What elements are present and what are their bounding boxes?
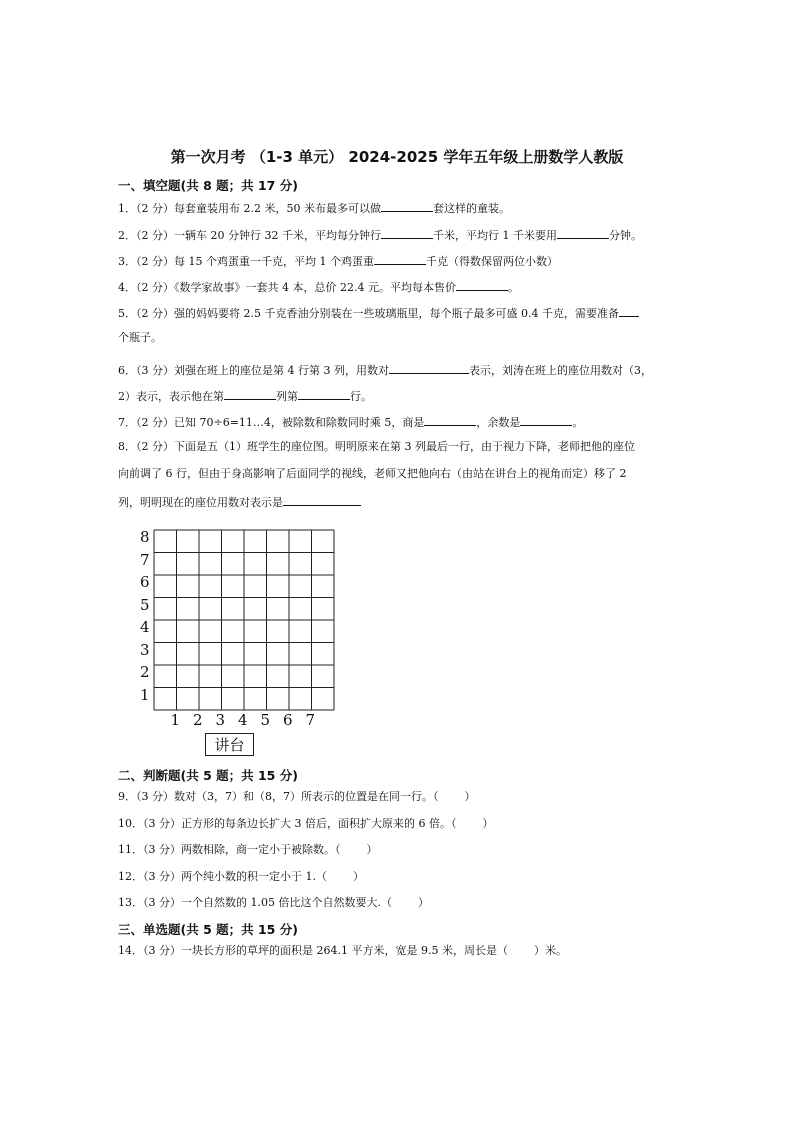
question-1	[118, 200, 510, 216]
q2-answer-blank-2[interactable]	[557, 227, 609, 239]
q1-answer-blank[interactable]	[381, 200, 433, 212]
podium-label: 讲台	[205, 733, 254, 756]
grid-row-label: 8	[140, 528, 150, 546]
q6-answer-blank-1[interactable]	[389, 362, 469, 374]
q8-answer-blank[interactable]	[283, 494, 361, 506]
q1-text-b: 套这样的童装。	[432, 202, 510, 215]
section-judge-heading: 二、判断题(共 5 题；共 15 分)	[118, 768, 298, 783]
question-8-line-1	[118, 440, 635, 454]
q12-text-a: 12．（3 分）两个纯小数的积一定小于 1.（	[118, 870, 327, 883]
q11-text-b: ）	[366, 843, 378, 856]
q2-text-c: 分钟。	[608, 229, 642, 242]
grid-col-label: 2	[193, 711, 203, 729]
question-5-line-2	[118, 331, 162, 345]
question-5-line-1	[118, 305, 639, 321]
question-2	[118, 227, 642, 243]
q13-text-b: ）	[417, 896, 429, 909]
question-14	[118, 944, 567, 958]
section-fill-heading: 一、填空题(共 8 题；共 17 分)	[118, 178, 298, 193]
q4-text-b: 。	[507, 281, 519, 294]
grid-row-label: 4	[140, 618, 150, 636]
q1-text-a: 1．（2 分）每套童装用布 2.2 米，50 米布最多可以做	[118, 202, 381, 215]
q2-text-a: 2．（2 分）一辆车 20 分钟行 32 千米，平均每分钟行	[118, 229, 381, 242]
q5-answer-blank[interactable]	[619, 305, 639, 317]
grid-row-label: 7	[140, 550, 150, 569]
question-8-line-2	[118, 467, 626, 481]
grid-col-label: 7	[305, 711, 316, 729]
q6-text-a: 6．（3 分）刘强在班上的座位是第 4 行第 3 列，用数对	[118, 364, 389, 377]
question-13	[118, 896, 429, 910]
question-12	[118, 870, 364, 884]
q7-text-a: 7．（2 分）已知 70÷6=11…4，被除数和除数同时乘 5，商是	[118, 416, 425, 429]
question-3	[118, 253, 558, 269]
page-title: 第一次月考 （1-3 单元） 2024-2025 学年五年级上册数学人教版	[170, 148, 624, 166]
grid-row-label: 6	[140, 573, 150, 591]
q11-text-a: 11．（3 分）两数相除，商一定小于被除数。（	[118, 843, 341, 856]
q7-text-b: ，余数是	[476, 416, 521, 429]
q7-answer-blank-2[interactable]	[520, 414, 572, 426]
q12-text-b: ）	[352, 870, 364, 883]
question-10	[118, 817, 493, 831]
question-6-line-2	[118, 388, 372, 404]
q6-text-b: 表示，刘涛在班上的座位用数对（3，	[468, 364, 652, 377]
q8-text-a: 8．（2 分）下面是五（1）班学生的座位图。明明原来在第 3 列最后一行，由于视力下降，老师把他的座位	[118, 440, 635, 453]
q14-text-a: 14．（3 分）一块长方形的草坪的面积是 264.1 平方米，宽是 9.5 米，周长是（	[118, 944, 508, 957]
q10-text-a: 10．（3 分）正方形的每条边长扩大 3 倍后，面积扩大原来的 6 倍。（	[118, 817, 457, 830]
q9-text-a: 9．（3 分）数对（3，7）和（8，7）所表示的位置是在同一行。（	[118, 790, 439, 803]
question-9	[118, 790, 476, 804]
grid-col-label: 4	[238, 711, 248, 729]
q6-text-d: 列第	[276, 390, 298, 403]
question-8-line-3	[118, 494, 361, 510]
q9-text-b: ）	[464, 790, 476, 803]
q5-text-b: 个瓶子。	[118, 331, 162, 344]
q2-text-b: 千米，平均行 1 千米要用	[432, 229, 557, 242]
question-6-line-1	[118, 362, 652, 378]
q6-answer-blank-3[interactable]	[298, 388, 350, 400]
q13-text-a: 13．（3 分）一个自然数的 1.05 倍比这个自然数要大.（	[118, 896, 392, 909]
grid-col-label: 1	[170, 711, 181, 729]
seating-grid	[138, 522, 338, 712]
q4-answer-blank[interactable]	[456, 279, 508, 291]
grid-row-label: 1	[140, 685, 150, 704]
q2-answer-blank-1[interactable]	[381, 227, 433, 239]
grid-col-label: 6	[283, 711, 293, 729]
question-11	[118, 843, 378, 857]
grid-row-label: 2	[140, 663, 150, 681]
q8-text-c: 列，明明现在的座位用数对表示是	[118, 496, 283, 509]
grid-row-label: 5	[140, 595, 150, 614]
q8-text-b: 向前调了 6 行，但由于身高影响了后面同学的视线，老师又把他向右（由站在讲台上的视角而定）移了 2	[118, 467, 627, 480]
grid-col-label: 3	[215, 711, 226, 729]
q3-text-b: 千克（得数保留两位小数）	[425, 255, 558, 268]
q6-text-e: 行。	[350, 390, 372, 403]
grid-row-label: 3	[140, 640, 150, 659]
q5-text-a: 5．（2 分）强的妈妈要将 2.5 千克香油分别装在一些玻璃瓶里，每个瓶子最多可盛 0.4 千克，需要准备	[118, 307, 619, 320]
question-4	[118, 279, 519, 295]
q10-text-b: ）	[482, 817, 494, 830]
q4-text-a: 4．（2 分）《数学家故事》一套共 4 本，总价 22.4 元。平均每本售价	[118, 281, 456, 294]
q7-text-c: 。	[572, 416, 584, 429]
q14-text-b: ）米。	[533, 944, 567, 957]
q3-text-a: 3．（2 分）每 15 个鸡蛋重一千克，平均 1 个鸡蛋重	[118, 255, 374, 268]
q6-answer-blank-2[interactable]	[224, 388, 276, 400]
grid-col-label: 5	[260, 711, 271, 729]
section-choice-heading: 三、单选题(共 5 题；共 15 分)	[118, 922, 298, 937]
q3-answer-blank[interactable]	[374, 253, 426, 265]
question-7	[118, 414, 583, 430]
q6-text-c: 2）表示，表示他在第	[118, 390, 224, 403]
q7-answer-blank-1[interactable]	[424, 414, 476, 426]
